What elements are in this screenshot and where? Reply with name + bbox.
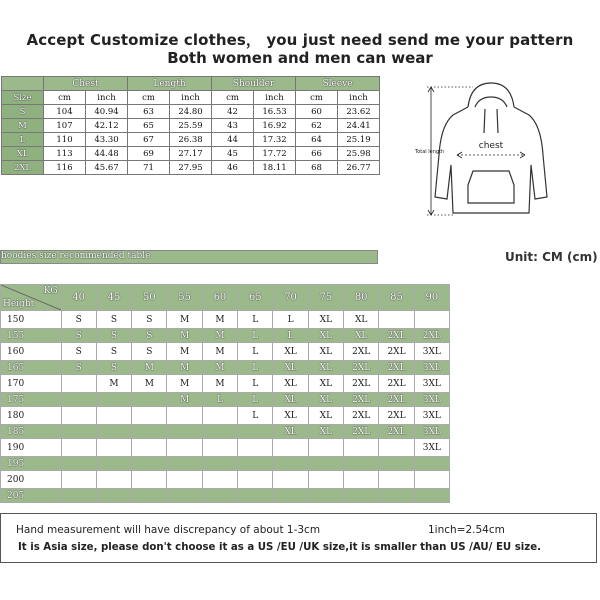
size-recommend-cell: S	[132, 343, 167, 361]
size-value-cell: 23.62	[338, 105, 380, 119]
height-cell: 160	[1, 343, 62, 361]
size-value-cell: 26.38	[170, 133, 212, 147]
size-value-cell: 45.67	[86, 161, 128, 175]
size-value-cell: 25.19	[338, 133, 380, 147]
size-value-cell: 25.59	[170, 119, 212, 133]
size-recommend-cell	[96, 393, 131, 407]
size-recommend-cell	[238, 471, 273, 489]
size-recommend-cell: M	[202, 361, 237, 375]
size-value-cell: 16.53	[254, 105, 296, 119]
height-cell: 185	[1, 425, 62, 439]
hoodie-diagram	[413, 75, 563, 225]
size-value-cell: 45	[212, 147, 254, 161]
note-discrepancy: Hand measurement will have discrepancy of about 1-3cm	[16, 524, 321, 536]
recommend-row	[1, 489, 450, 503]
size-recommend-cell	[167, 471, 202, 489]
size-value-cell: 24.41	[338, 119, 380, 133]
size-recommend-cell	[132, 471, 167, 489]
kg-label: KG	[43, 286, 58, 296]
size-recommend-cell	[167, 425, 202, 439]
header-line-1: Accept Customize clothes， you just need send me your pattern	[26, 31, 574, 49]
size-recommend-cell	[344, 471, 379, 489]
size-recommend-cell: 2XL	[379, 393, 414, 407]
size-recommend-cell	[308, 457, 343, 471]
size-value-cell: 64	[296, 133, 338, 147]
size-recommend-cell: XL	[308, 361, 343, 375]
size-label-cell: 2XL	[2, 161, 44, 175]
size-value-cell: 113	[44, 147, 86, 161]
size-recommend-cell	[61, 407, 96, 425]
weight-header: 70	[273, 285, 308, 311]
size-recommend-cell: XL	[308, 329, 343, 343]
size-table-corner	[2, 77, 44, 91]
size-recommend-cell: S	[96, 311, 131, 329]
unit-label: Unit: CM (cm)	[505, 250, 598, 264]
weight-header: 55	[167, 285, 202, 311]
size-value-cell: 110	[44, 133, 86, 147]
recommend-row	[1, 329, 450, 343]
recommend-title: hoodies size recommended table	[1, 251, 151, 261]
size-recommend-cell: XL	[273, 343, 308, 361]
size-value-cell: 44	[212, 133, 254, 147]
size-recommend-cell: S	[61, 311, 96, 329]
size-recommend-cell	[96, 457, 131, 471]
size-chart-table	[1, 76, 380, 175]
size-recommend-cell: 2XL	[344, 375, 379, 393]
size-label-cell: L	[2, 133, 44, 147]
size-recommend-cell	[96, 425, 131, 439]
size-recommend-cell: M	[167, 375, 202, 393]
size-recommend-cell	[132, 457, 167, 471]
size-recommend-cell	[61, 471, 96, 489]
size-value-cell: 42.12	[86, 119, 128, 133]
size-recommend-cell: 3XL	[414, 361, 449, 375]
size-recommend-cell	[202, 489, 237, 503]
size-recommend-cell	[344, 489, 379, 503]
sub-header: inch	[338, 91, 380, 105]
weight-header: 60	[202, 285, 237, 311]
size-row	[2, 147, 380, 161]
height-cell: 200	[1, 471, 62, 489]
size-value-cell: 18.11	[254, 161, 296, 175]
size-recommend-cell: XL	[273, 425, 308, 439]
size-value-cell: 67	[128, 133, 170, 147]
weight-header: 85	[379, 285, 414, 311]
weight-header: 75	[308, 285, 343, 311]
recommend-row	[1, 393, 450, 407]
body-outline	[435, 107, 547, 213]
height-cell: 195	[1, 457, 62, 471]
size-value-cell: 26.77	[338, 161, 380, 175]
size-value-cell: 60	[296, 105, 338, 119]
size-recommend-cell	[61, 489, 96, 503]
size-recommend-cell: S	[96, 329, 131, 343]
size-recommend-cell: S	[61, 343, 96, 361]
size-value-cell: 43.30	[86, 133, 128, 147]
size-recommend-cell	[96, 471, 131, 489]
size-value-cell: 46	[212, 161, 254, 175]
group-header-shoulder: Shoulder	[212, 77, 296, 91]
size-recommend-cell	[379, 457, 414, 471]
height-cell: 165	[1, 361, 62, 375]
size-recommend-cell: XL	[308, 343, 343, 361]
size-recommend-cell: XL	[308, 375, 343, 393]
size-recommend-cell: L	[238, 361, 273, 375]
weight-header: 45	[96, 285, 131, 311]
size-recommend-cell: 3XL	[414, 425, 449, 439]
size-value-cell: 71	[128, 161, 170, 175]
size-recommend-cell: L	[238, 329, 273, 343]
size-value-cell: 69	[128, 147, 170, 161]
size-recommend-cell	[273, 489, 308, 503]
size-row	[2, 105, 380, 119]
size-recommend-cell: 2XL	[379, 407, 414, 425]
notes-box	[0, 513, 597, 563]
sub-header: cm	[212, 91, 254, 105]
size-recommend-cell: L	[202, 393, 237, 407]
size-recommend-cell	[379, 439, 414, 457]
size-recommend-cell	[61, 375, 96, 393]
kg-height-corner	[1, 285, 62, 311]
size-recommend-cell	[61, 393, 96, 407]
size-value-cell: 17.32	[254, 133, 296, 147]
size-recommend-cell: M	[132, 375, 167, 393]
size-recommend-cell: XL	[344, 311, 379, 329]
size-recommend-cell	[202, 407, 237, 425]
size-recommend-cell	[238, 425, 273, 439]
size-recommend-cell: 2XL	[344, 343, 379, 361]
size-value-cell: 107	[44, 119, 86, 133]
size-recommend-cell: 3XL	[414, 343, 449, 361]
size-value-cell: 66	[296, 147, 338, 161]
size-recommend-cell: 2XL	[344, 425, 379, 439]
height-cell: 175	[1, 393, 62, 407]
size-recommend-cell: L	[273, 329, 308, 343]
size-recommend-cell	[238, 489, 273, 503]
size-recommend-cell: 2XL	[379, 343, 414, 361]
size-recommend-cell: S	[61, 361, 96, 375]
size-recommend-cell: L	[238, 343, 273, 361]
size-recommend-cell	[308, 439, 343, 457]
header-line-2: Both women and men can wear	[167, 49, 433, 67]
recommend-row	[1, 343, 450, 361]
size-recommend-cell: 2XL	[414, 329, 449, 343]
size-recommend-cell	[96, 407, 131, 425]
size-value-cell: 68	[296, 161, 338, 175]
size-value-cell: 25.98	[338, 147, 380, 161]
note-inch-conversion: 1inch=2.54cm	[428, 524, 505, 536]
size-recommend-cell: XL	[308, 393, 343, 407]
size-recommend-cell: XL	[273, 375, 308, 393]
size-recommend-cell	[132, 439, 167, 457]
size-recommend-cell	[96, 489, 131, 503]
size-recommend-cell: M	[167, 329, 202, 343]
size-recommend-cell: M	[167, 311, 202, 329]
size-recommend-cell	[132, 489, 167, 503]
recommend-row	[1, 375, 450, 393]
size-recommend-cell	[202, 439, 237, 457]
size-recommend-cell: XL	[273, 361, 308, 375]
size-recommend-cell	[308, 489, 343, 503]
size-recommend-cell	[414, 489, 449, 503]
size-row	[2, 119, 380, 133]
chest-label: chest	[478, 141, 504, 151]
size-recommend-cell: XL	[308, 425, 343, 439]
size-label-cell: S	[2, 105, 44, 119]
size-recommend-cell	[238, 457, 273, 471]
size-recommend-cell: XL	[273, 407, 308, 425]
size-value-cell: 43	[212, 119, 254, 133]
size-recommend-cell	[167, 407, 202, 425]
size-recommend-cell	[132, 425, 167, 439]
height-cell: 170	[1, 375, 62, 393]
size-recommend-cell: M	[167, 393, 202, 407]
recommend-row	[1, 311, 450, 329]
size-value-cell: 40.94	[86, 105, 128, 119]
size-recommend-cell: 3XL	[414, 393, 449, 407]
size-recommend-cell	[379, 311, 414, 329]
size-column-header: Size	[2, 91, 44, 105]
weight-header: 90	[414, 285, 449, 311]
size-recommend-cell: 3XL	[414, 407, 449, 425]
recommend-row	[1, 457, 450, 471]
size-recommend-cell: S	[132, 311, 167, 329]
size-recommend-cell: L	[273, 311, 308, 329]
height-cell: 205	[1, 489, 62, 503]
height-cell: 155	[1, 329, 62, 343]
size-value-cell: 116	[44, 161, 86, 175]
size-recommend-cell: L	[238, 375, 273, 393]
group-header-sleeve: Sleeve	[296, 77, 380, 91]
size-recommend-cell: M	[96, 375, 131, 393]
size-recommend-cell: XL	[344, 329, 379, 343]
size-recommend-cell	[273, 471, 308, 489]
length-label: Total length	[415, 149, 445, 155]
size-recommend-cell	[96, 439, 131, 457]
size-recommend-cell: M	[202, 329, 237, 343]
size-recommend-cell	[414, 311, 449, 329]
size-recommend-cell	[344, 457, 379, 471]
size-value-cell: 104	[44, 105, 86, 119]
size-recommend-cell: XL	[273, 393, 308, 407]
sub-header: inch	[86, 91, 128, 105]
pocket-outline	[468, 171, 514, 203]
size-recommend-cell: 2XL	[344, 407, 379, 425]
size-value-cell: 65	[128, 119, 170, 133]
size-value-cell: 62	[296, 119, 338, 133]
size-recommend-cell: M	[202, 375, 237, 393]
size-recommend-cell: 2XL	[379, 361, 414, 375]
size-recommend-cell	[273, 457, 308, 471]
size-value-cell: 42	[212, 105, 254, 119]
size-recommend-cell	[202, 471, 237, 489]
size-recommend-cell: 2XL	[379, 425, 414, 439]
recommend-row	[1, 407, 450, 425]
size-recommend-cell: S	[132, 329, 167, 343]
weight-header: 40	[61, 285, 96, 311]
size-recommend-table	[0, 284, 450, 503]
note-asia-size: It is Asia size, please don't choose it as a US /EU /UK size,it is smaller than US /AU/ EU size.	[18, 542, 541, 553]
recommend-row	[1, 361, 450, 375]
size-row	[2, 133, 380, 147]
height-cell: 180	[1, 407, 62, 425]
size-recommend-cell: M	[132, 361, 167, 375]
size-recommend-cell: 2XL	[379, 375, 414, 393]
weight-header: 80	[344, 285, 379, 311]
size-value-cell: 17.72	[254, 147, 296, 161]
height-cell: 150	[1, 311, 62, 329]
sub-header: cm	[44, 91, 86, 105]
size-label-cell: XL	[2, 147, 44, 161]
sub-header: inch	[170, 91, 212, 105]
size-recommend-cell: 3XL	[414, 375, 449, 393]
size-recommend-cell: S	[61, 329, 96, 343]
hood-outline	[468, 83, 514, 107]
size-recommend-cell: S	[96, 343, 131, 361]
size-recommend-cell	[414, 457, 449, 471]
size-value-cell: 24.80	[170, 105, 212, 119]
sub-header: cm	[128, 91, 170, 105]
size-recommend-cell	[202, 425, 237, 439]
size-recommend-cell: 3XL	[414, 439, 449, 457]
size-recommend-cell: 2XL	[379, 329, 414, 343]
size-recommend-cell	[167, 457, 202, 471]
size-label-cell: M	[2, 119, 44, 133]
size-recommend-cell	[61, 457, 96, 471]
size-recommend-cell	[308, 471, 343, 489]
sub-header: inch	[254, 91, 296, 105]
recommend-row	[1, 471, 450, 489]
height-cell: 190	[1, 439, 62, 457]
size-recommend-cell	[167, 439, 202, 457]
size-recommend-cell: XL	[308, 311, 343, 329]
size-recommend-cell: M	[167, 343, 202, 361]
size-recommend-cell	[238, 439, 273, 457]
group-header-length: Length	[128, 77, 212, 91]
size-recommend-cell: 2XL	[344, 361, 379, 375]
size-recommend-cell	[344, 439, 379, 457]
size-recommend-cell	[379, 471, 414, 489]
size-value-cell: 27.17	[170, 147, 212, 161]
size-value-cell: 63	[128, 105, 170, 119]
size-recommend-cell	[132, 393, 167, 407]
height-label: Height	[3, 299, 35, 309]
size-recommend-cell: L	[238, 393, 273, 407]
size-row	[2, 161, 380, 175]
size-recommend-cell	[202, 457, 237, 471]
size-value-cell: 44.48	[86, 147, 128, 161]
size-recommend-cell: L	[238, 407, 273, 425]
size-recommend-cell: M	[202, 311, 237, 329]
weight-header: 50	[132, 285, 167, 311]
size-recommend-cell	[273, 439, 308, 457]
recommend-row	[1, 425, 450, 439]
weight-header: 65	[238, 285, 273, 311]
recommend-row	[1, 439, 450, 457]
sub-header: cm	[296, 91, 338, 105]
group-header-chest: Chest	[44, 77, 128, 91]
size-recommend-cell	[132, 407, 167, 425]
size-recommend-cell: XL	[308, 407, 343, 425]
size-recommend-cell	[414, 471, 449, 489]
size-recommend-cell	[61, 439, 96, 457]
size-recommend-cell: 2XL	[344, 393, 379, 407]
size-recommend-cell: S	[96, 361, 131, 375]
size-recommend-cell	[61, 425, 96, 439]
size-recommend-cell: M	[202, 343, 237, 361]
size-recommend-cell	[167, 489, 202, 503]
size-value-cell: 16.92	[254, 119, 296, 133]
size-value-cell: 27.95	[170, 161, 212, 175]
size-recommend-cell: L	[238, 311, 273, 329]
size-recommend-cell	[379, 489, 414, 503]
size-recommend-cell: M	[167, 361, 202, 375]
